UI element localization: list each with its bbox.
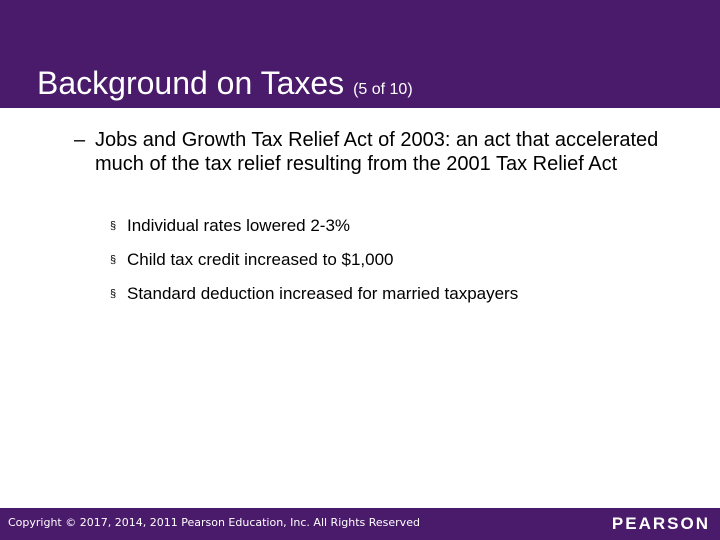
- slide-title-counter: (5 of 10): [353, 81, 413, 98]
- sub-point-text: Individual rates lowered 2-3%: [127, 216, 351, 235]
- slide-title-text: Background on Taxes: [37, 65, 345, 101]
- square-bullet-icon: §: [110, 288, 117, 300]
- sub-point: [110, 284, 518, 304]
- main-point: [74, 128, 674, 176]
- sub-point-text: Standard deduction increased for married taxpayers: [127, 284, 519, 303]
- slide-title: [37, 64, 413, 109]
- dash-bullet-icon: –: [74, 129, 86, 151]
- sub-point: [110, 250, 394, 270]
- slide-body: [0, 108, 720, 508]
- sub-point: [110, 216, 350, 236]
- copyright-notice: Copyright © 2017, 2014, 2011 Pearson Education, Inc. All Rights Reserved: [8, 516, 420, 529]
- title-bar: [0, 0, 720, 108]
- square-bullet-icon: §: [110, 220, 117, 232]
- sub-point-text: Child tax credit increased to $1,000: [127, 250, 394, 269]
- square-bullet-icon: §: [110, 254, 117, 266]
- pearson-logo: PEARSON: [611, 514, 710, 533]
- main-point-text: Jobs and Growth Tax Relief Act of 2003: an act that accelerated much of the tax relief resulting from the 2001 Tax Relief Act: [95, 129, 659, 175]
- footer-bar: [0, 508, 720, 540]
